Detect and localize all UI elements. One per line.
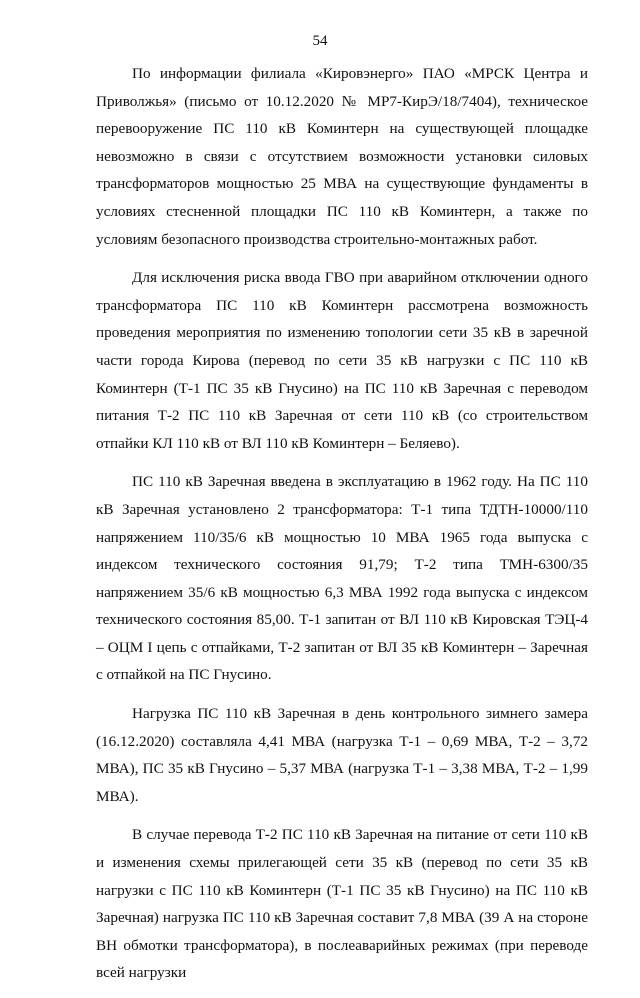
document-body [96, 60, 588, 998]
paragraph-1: По информации филиала «Кировэнерго» ПАО «МРСК Центра и Приволжья» (письмо от 10.12.2020 № МР7-КирЭ/18/7404), техническое перевооружение ПС 110 кВ Коминтерн на существующей площадке невозможно в связи с отсутствием возможности установки силовых трансформаторов мощностью 25 МВА на существующие фундаменты в условиях стесненной площадки ПС 110 кВ Коминтерн, а также по условиям безопасного производства строительно-монтажных работ. [96, 65, 588, 248]
paragraph-2: Для исключения риска ввода ГВО при аварийном отключении одного трансформатора ПС 110 кВ Коминтерн рассмотрена возможность проведения мероприятия по изменению топологии сети 35 кВ в заречной части города Кирова (перевод по сети 35 кВ нагрузки с ПС 110 кВ Коминтерн (Т-1 ПС 35 кВ Гнусино) на ПС 110 кВ Заречная с переводом питания Т-2 ПС 110 кВ Заречная от сети 110 кВ (со строительством отпайки КЛ 110 кВ от ВЛ 110 кВ Коминтерн – Беляево). [96, 269, 588, 452]
paragraph-3: ПС 110 кВ Заречная введена в эксплуатацию в 1962 году. На ПС 110 кВ Заречная установлено 2 трансформатора: Т-1 типа ТДТН-10000/110 напряжением 110/35/6 кВ мощностью 10 МВА 1965 года выпуска с индексом технического состояния 91,79; Т-2 типа ТМН-6300/35 напряжением 35/6 кВ мощностью 6,3 МВА 1992 года выпуска с индексом технического состояния 85,00. Т-1 запитан от ВЛ 110 кВ Кировская ТЭЦ-4 – ОЦМ I цепь с отпайками, Т-2 запитан от ВЛ 35 кВ Коминтерн – Заречная с отпайкой на ПС Гнусино. [96, 473, 588, 684]
paragraph-4: Нагрузка ПС 110 кВ Заречная в день контрольного зимнего замера (16.12.2020) составляла 4,41 МВА (нагрузка Т-1 – 0,69 МВА, Т-2 – 3,72 МВА), ПС 35 кВ Гнусино – 5,37 МВА (нагрузка Т-1 – 3,38 МВА, Т-2 – 1,99 МВА). [96, 705, 588, 805]
paragraph-5: В случае перевода Т-2 ПС 110 кВ Заречная на питание от сети 110 кВ и изменения схемы прилегающей сети 35 кВ (перевод по сети 35 кВ нагрузки с ПС 110 кВ Коминтерн (Т-1 ПС 35 кВ Гнусино) на ПС 110 кВ Заречная) нагрузка ПС 110 кВ Заречная составит 7,8 МВА (39 А на стороне ВН обмотки трансформатора), в послеаварийных режимах (при переводе всей нагрузки [96, 826, 588, 982]
page-number: 54 [312, 33, 328, 49]
